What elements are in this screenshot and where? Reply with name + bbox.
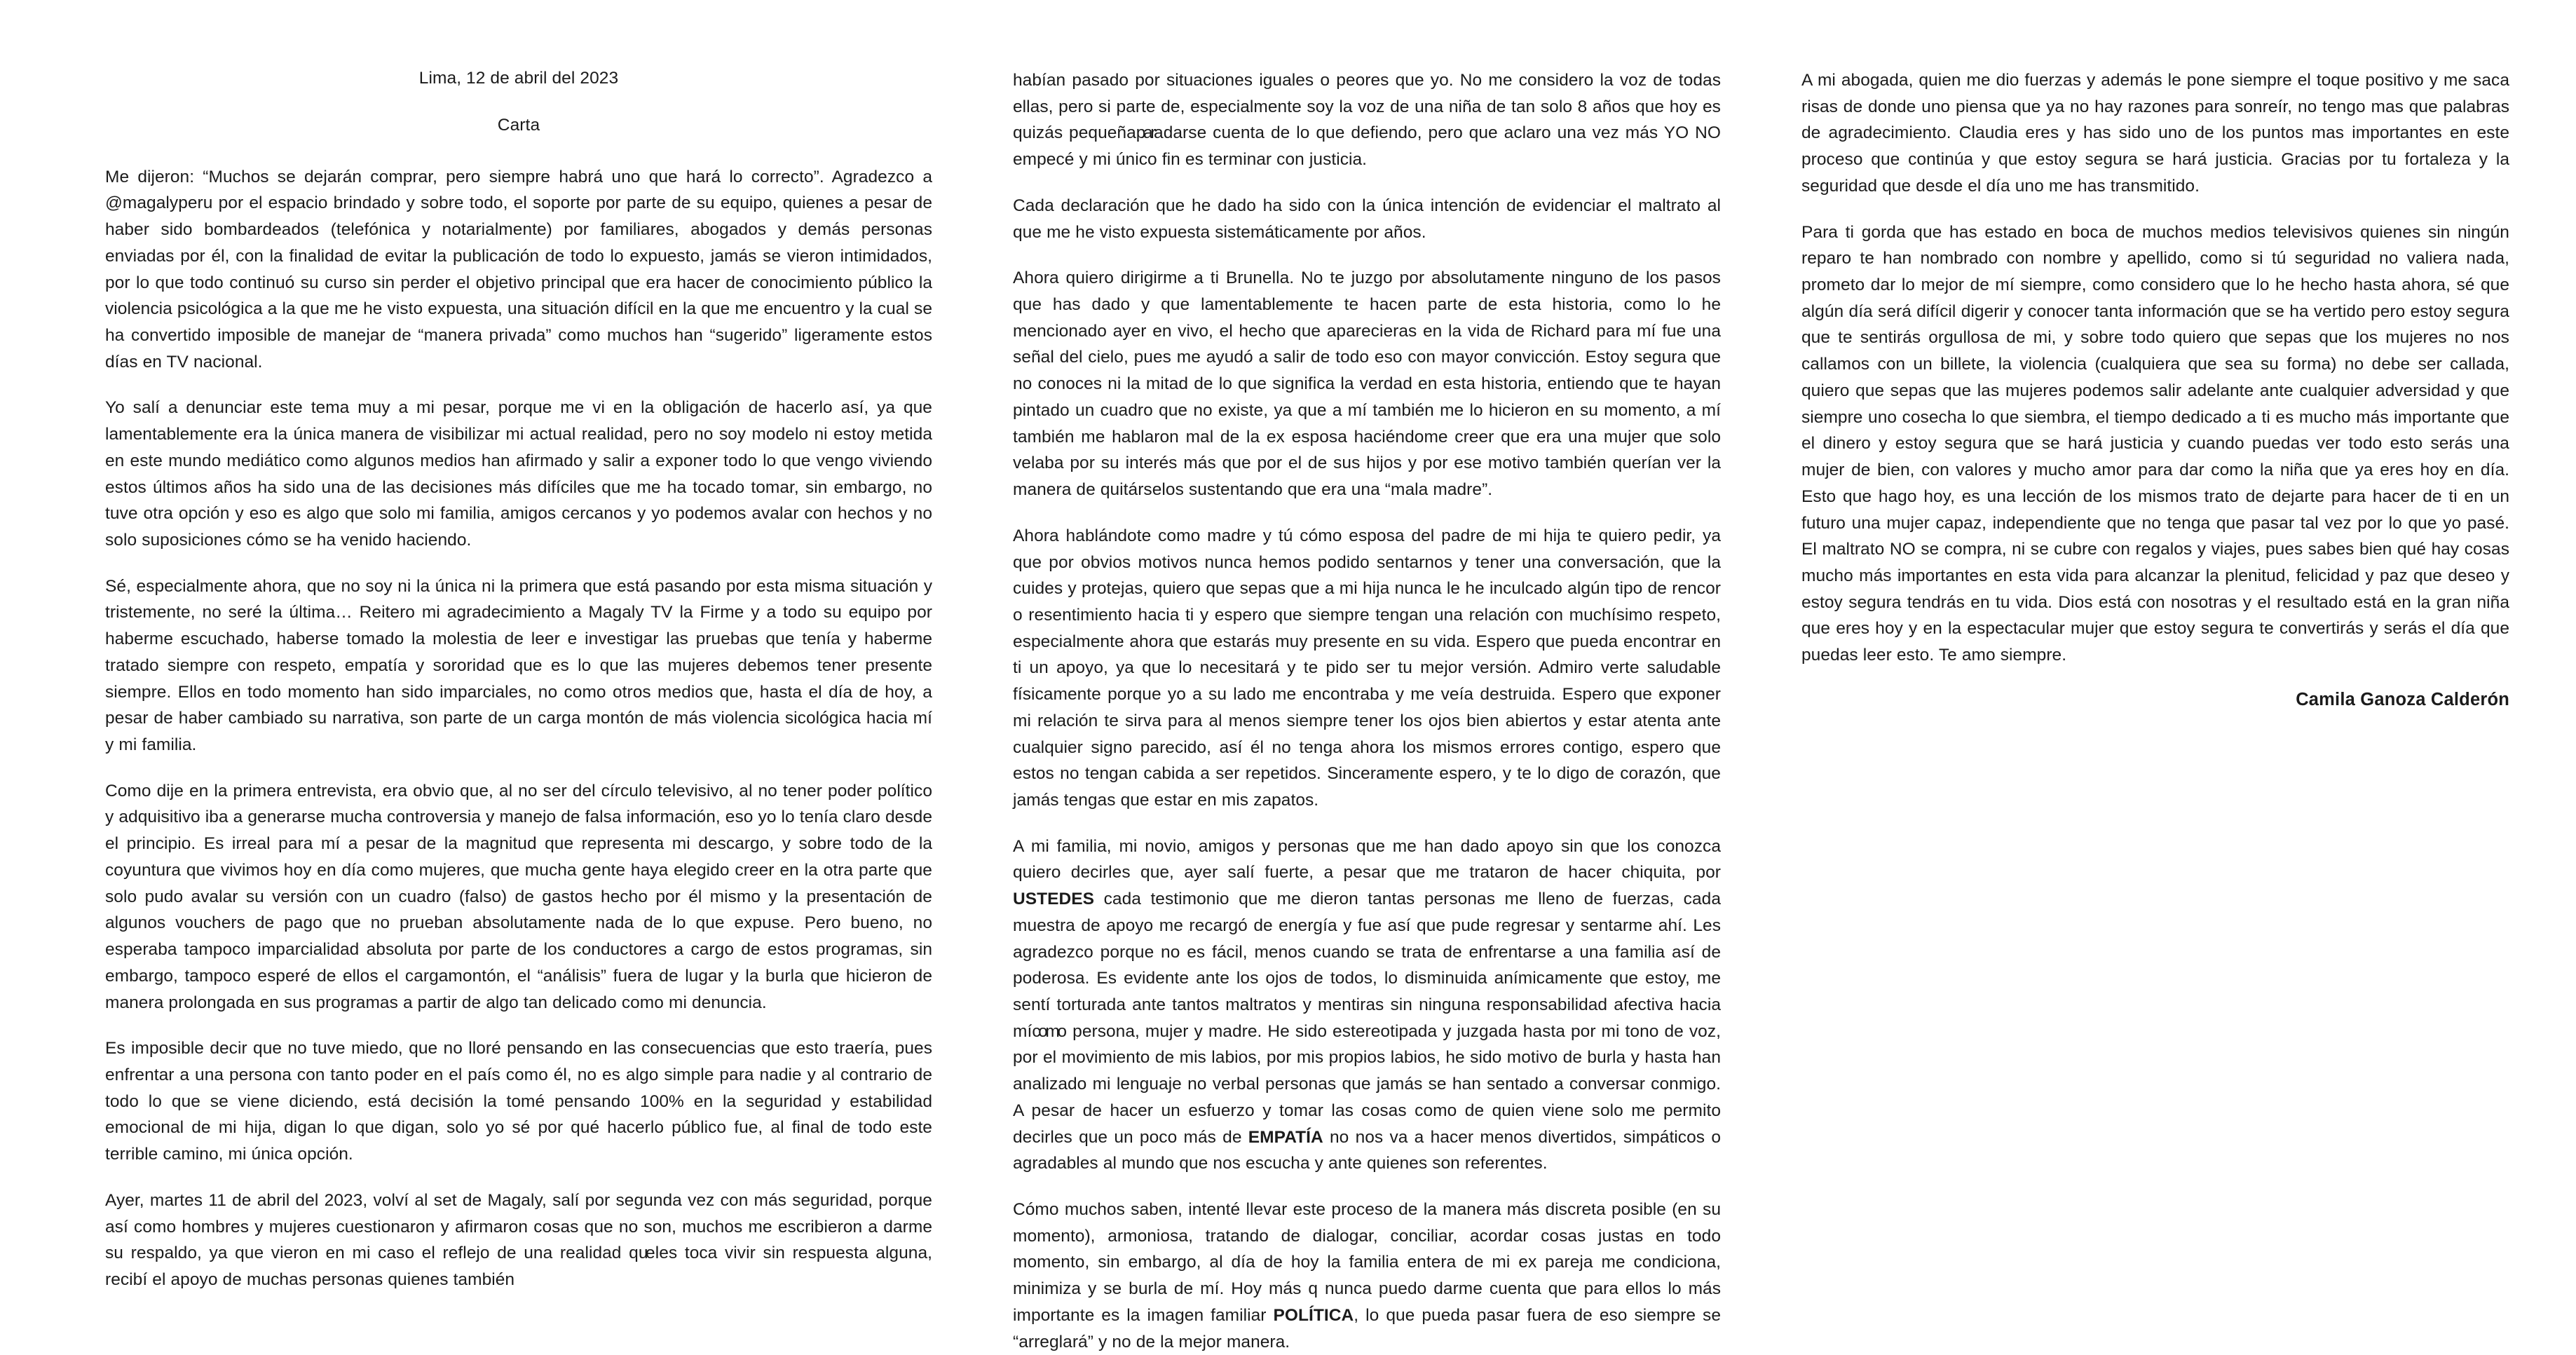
emphasis-ustedes: USTEDES	[1013, 890, 1095, 909]
overlap-under-text: par	[1136, 123, 1154, 143]
paragraph: Para ti gorda que has estado en boca de muchos medios televisivos quienes sin ningún reparo te han nombrado con nombre y apellido, como si tú seguridad no valiera nada, prometo dar lo mejor de mí siempre, como considero que lo he hecho hasta ahora, sé que algún día será difícil digerir y conocer tanta información que se ha vertido pero estoy segura que te sentirás orgullosa de mi, y sobre todo quiero que sepas que los mujeres no nos callamos con un billete, la violencia (cualquiera que sea su forma) no debe ser callada, quiero que sepas que las mujeres podemos salir adelante ante cualquier adversidad y que siempre uno cosecha lo que siembra, el tiempo dedicado a ti es mucho más importante que el dinero y estoy segura que se hará justicia y cuando puedas ver todo esto serás una mujer de bien, con valores y mucho amor para dar como la niña que ya eres hoy en día. Esto que hago hoy, es una lección de los mismos trato de dejarte para hacer de ti en un futuro una mujer capaz, independiente que no tenga que pasar tal vez por lo que yo pasé. El maltrato NO se compra, ni se cubre con regalos y viajes, pues sabes bien qué hay cosas mucho más importantes en esta vida para alcanzar la plenitud, felicidad y paz que deseo y estoy segura tendrás en tu vida. Dios está con nosotras y el resultado está en la gran niña que eres hoy y en la espectacular mujer que estoy segura te convertirás y serás el día que puedas leer esto. Te amo siempre.	[1801, 222, 2509, 665]
overlap-under-text: com	[1032, 1021, 1058, 1041]
paragraph-text-segment: habían pasado por situaciones iguales o peores que yo. No me considero la voz de todas ellas, pero si parte de, especialmente soy la voz de una niña de tan solo 8 años que hoy es quizás pequeña	[1013, 71, 1721, 143]
paragraph: Me dijeron: “Muchos se dejarán comprar, pero siempre habrá uno que hará lo correcto”. Agradezco a @magalyperu por el espacio brindado y sobre todo, el soporte por parte de su equipo, quienes a pesar de haber sido bombardeados (telefónica y notarialmente) por familiares, abogados y demás personas enviadas por él, con la finalidad de evitar la publicación de todo lo expuesto, jamás se vieron intimidados, por lo que todo continuó su curso sin perder el objetivo principal que era hacer de conocimiento público la violencia psicológica a la que me he visto expuesta, una situación difícil en la que me encuentro y la cual se ha convertido imposible de manejar de “manera privada” como muchos han “sugerido” ligeramente estos días en TV nacional.	[105, 167, 932, 372]
emphasis-politica: POLÍTICA	[1273, 1305, 1354, 1325]
paragraph-text-segment: persona, mujer y madre. He sido estereotipada y juzgada hasta por mi tono de voz, por el movimiento de mis labios, por mis propios labios, he sido motivo de burla y hasta han analizado mi lenguaje no verbal personas que jamás se han sentado a conversar conmigo. A pesar de hacer un esfuerzo y tomar las cosas como de quien viene solo me permito decirles que un poco más de	[1013, 1021, 1721, 1147]
paragraph-text-segment: Ayer, martes 11 de abril del 2023, volví al set de Magaly, salí por segunda vez con más seguridad, porque así como hombres y mujeres cuestionaron y afirmaron cosas que no son, muchos me escribieron a darme su respaldo, ya que vieron en mi caso el reflejo de una realidad q	[105, 1190, 932, 1263]
paragraph: Ahora quiero dirigirme a ti Brunella. No te juzgo por absolutamente ninguno de los pasos que has dado y que lamentablemente te hacen parte de esta historia, como lo he mencionado ayer en vivo, el hecho que aparecieras en la vida de Richard para mí fue una señal del cielo, pues me ayudó a salir de todo eso con mayor convicción. Estoy segura que no conoces ni la mitad de lo que significa la verdad en esta historia, entiendo que te hayan pintado un cuadro que no existe, ya que a mí también me lo hicieron en su momento, a mí también me hablaron mal de la ex esposa haciéndome creer que era una mujer que solo velaba por su interés más que por el de sus hijos y por ese motivo también querían ver la manera de quitárselos sustentando que era una “mala madre”.	[1013, 268, 1721, 500]
paragraph	[1013, 67, 1721, 173]
overlapping-glyph-pair	[639, 1240, 655, 1267]
paragraph-text-segment: no nos va a hacer menos divertidos, simpáticos o agradables al mundo que nos escucha y ante quienes son referentes.	[1013, 1127, 1721, 1173]
paragraph: Es imposible decir que no tuve miedo, que no lloré pensando en las consecuencias que esto traería, pues enfrentar a una persona con tanto poder en el país como él, no es algo simple para nadie y al contrario de todo lo que se viene diciendo, está decisión la tomé pensando 100% en la seguridad y estabilidad emocional de mi hija, digan lo que digan, solo yo sé por qué hacerlo público fue, al final de todo este terrible camino, mi única opción.	[105, 1039, 932, 1164]
paragraph-text-segment: , lo que pueda pasar fuera de eso siempre se “arreglará” y no de la mejor manera.	[1013, 1305, 1721, 1351]
paragraph: A mi abogada, quien me dio fuerzas y además le pone siempre el toque positivo y me saca risas de donde uno piensa que ya no hay razones para sonreír, no tengo mas que palabras de agradecimiento. Claudia eres y has sido uno de los puntos mas importantes en este proceso que continúa y que estoy segura se hará justicia. Gracias por tu fortaleza y la seguridad que desde el día uno me has transmitido.	[1801, 71, 2509, 196]
emphasis-empatia: EMPATÍA	[1248, 1127, 1323, 1147]
letter-column-2	[1013, 67, 1721, 1355]
paragraph: Cada declaración que he dado ha sido con la única intención de evidenciar el maltrato al que me he visto expuesta sistemáticamente por años.	[1013, 196, 1721, 242]
paragraph-text-segment: cada testimonio que me dieron tantas personas me lleno de fuerzas, cada muestra de apoyo me recargó de energía y fue así que pude regresar y sentarme ahí. Les agradezco porque no es fácil, menos cuando se trata de enfrentarse a una familia así de poderosa. Es evidente ante los ojos de todos, lo disminuida anímicamente que estoy, me sentí torturada ante tantos maltratos y mentiras sin ninguna responsabilidad afectiva hacia mí	[1013, 890, 1721, 1041]
signature: Camila Ganoza Calderón	[2296, 689, 2509, 709]
overlap-over-text: a	[1154, 123, 1164, 143]
paragraph: Ahora hablándote como madre y tú cómo esposa del padre de mi hija te quiero pedir, ya que por obvios motivos nunca hemos podido sentarnos y tener una conversación, que la cuides y protejas, quiero que sepas que a mi hija nunca le he inculcado algún tipo de rencor o resentimiento hacia ti y espero que siempre tengan una relación con muchísimo respeto, especialmente ahora que estarás muy presente en su vida. Espero que pueda encontrar en ti un apoyo, ya que lo necesitará y te pido ser tu mejor versión. Admiro verte saludable físicamente porque yo a su lado me encontraba y me veía destruida. Espero que exponer mi relación te sirva para al menos siempre tener los ojos bien abiertos y estar atenta ante cualquier signo parecido, así él no tenga ahora los mismos errores contigo, espero que estos no tengan cabida a ser repetidos. Sinceramente espero, y te lo digo de corazón, que jamás tengas que estar en mis zapatos.	[1013, 526, 1721, 810]
overlap-under-text: u	[638, 1244, 646, 1263]
paragraph-text-segment: darse cuenta de lo que defiendo, pero que aclaro una vez más YO NO empecé y mi único fin es terminar con justicia.	[1013, 123, 1721, 170]
overlap-over-text: o	[1057, 1021, 1068, 1041]
letter-column-3	[1801, 67, 2509, 710]
paragraph-text-segment: Cómo muchos saben, intenté llevar este proceso de la manera más discreta posible (en su momento), armoniosa, tratando de dialogar, conciliar, acordar cosas justas en todo momento, sin embargo, al día de hoy la familia entera de mi ex pareja me condiciona, minimiza y se burla de mí. Hoy más q nunca puedo darme cuenta que para ellos lo más importante es la imagen familiar	[1013, 1200, 1721, 1325]
date-line: Lima, 12 de abril del 2023	[418, 69, 619, 88]
paragraph	[1013, 833, 1721, 1177]
paragraph	[105, 1187, 932, 1293]
paragraph-text-segment: les toca vivir sin respuesta alguna, recibí el apoyo de muchas personas quienes también	[105, 1244, 932, 1289]
paragraph: Yo salí a denunciar este tema muy a mi pesar, porque me vi en la obligación de hacerlo así, ya que lamentablemente era la única manera de visibilizar mi actual realidad, pero no soy modelo ni estoy metida en este mundo mediático como algunos medios han afirmado y salir a exponer todo lo que vengo viviendo estos últimos años ha sido una de las decisiones más difíciles que me ha tocado tomar, sin embargo, no tuve otra opción y eso es algo que solo mi familia, amigos cercanos y yo podemos avalar con hechos y no solo suposiciones cómo se ha venido haciendo.	[105, 398, 932, 550]
overlapping-glyph-pair	[1136, 120, 1164, 147]
letter-column-1	[105, 67, 932, 1293]
paragraph: Sé, especialmente ahora, que no soy ni la única ni la primera que está pasando por esta misma situación y tristemente, no seré la última… Reitero mi agradecimiento a Magaly TV la Firme y a todo su equipo por haberme escuchado, haberse tomado la molestia de leer e investigar las pruebas que tenía y haberme tratado siempre con respeto, empatía y sororidad que es lo que las mujeres debemos tener presente siempre. Ellos en todo momento han sido imparciales, no como otros medios que, hasta el día de hoy, a pesar de haber cambiado su narrativa, son parte de un carga montón de más violencia sicológica hacia mí y mi familia.	[105, 576, 932, 755]
paragraph-text-segment: A mi familia, mi novio, amigos y personas que me han dado apoyo sin que los conozca quiero decirles que, ayer salí fuerte, a pesar que me trataron de hacer chiquita, por	[1013, 836, 1721, 883]
overlap-over-text: e	[646, 1244, 655, 1263]
paragraph	[1013, 1197, 1721, 1355]
page-title: Carta	[497, 115, 540, 135]
paragraph: Como dije en la primera entrevista, era obvio que, al no ser del círculo televisivo, al no tener poder político y adquisitivo iba a generarse mucha controversia y manejo de falsa información, eso yo lo tenía claro desde el principio. Es irreal para mí a pesar de la magnitud que representa mi descargo, y sobre todo de la coyuntura que vivimos hoy en día como mujeres, que mucha gente haya elegido creer en la otra parte que solo pudo avalar su versión con un cuadro (falso) de gastos hecho por él mismo y la presentación de algunos vouchers de pago que no prueban absolutamente nada de lo que expuse. Pero bueno, no esperaba tampoco imparcialidad absoluta por parte de los conductores a cargo de estos programas, sin embargo, tampoco esperé de ellos el cargamontón, el “análisis” fuera de lugar y la burla que hicieron de manera prolongada en sus programas a partir de algo tan delicado como mi denuncia.	[105, 781, 932, 1012]
overlapping-glyph-pair	[1032, 1019, 1067, 1045]
